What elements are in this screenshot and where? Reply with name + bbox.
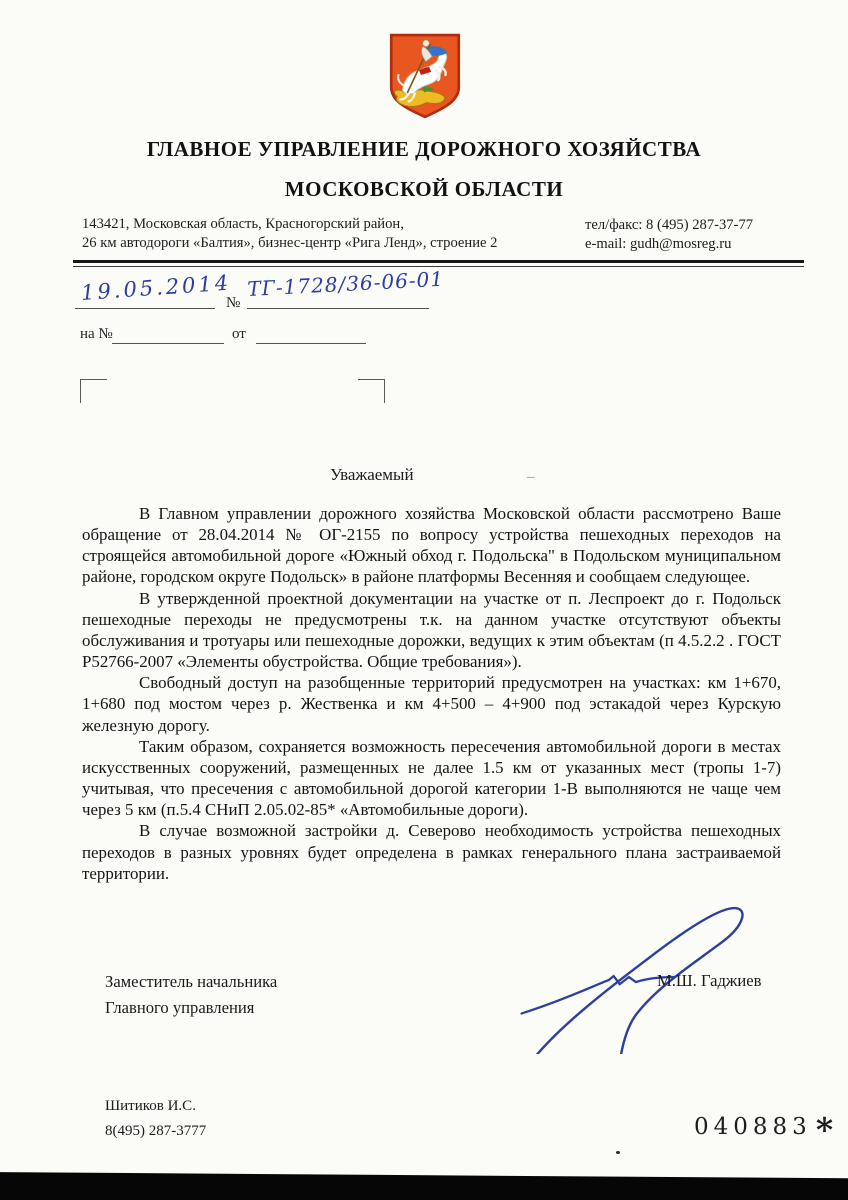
paragraph-5: В случае возможной застройки д. Северово необходимость устройства пешеходных переходов в разных уровнях будет определена в рамках генерального плана застраиваемой территории. — [82, 821, 781, 883]
paragraph-1: В Главном управлении дорожного хозяйства Московской области рассмотрено Ваше обращение от 28.04.2014 № ОГ-2155 по вопросу устройства пешеходных переходов на строящейся автомобильной дороге «Южный обход г. Подольска" в Подольском муниципальном районе, городском округе Подольск» в районе платформы Весенняя и сообщаем следующее. — [82, 504, 781, 587]
salutation: Уважаемый — [330, 465, 414, 484]
signer-position-line2: Главного управления — [105, 998, 255, 1017]
org-address-line1: 143421, Московская область, Красногорский район, — [82, 216, 404, 232]
number-underline — [247, 308, 429, 309]
number-sign-label: № — [226, 295, 241, 311]
reply-prefix-label: на № — [80, 326, 113, 342]
redacted-name-mark: – — [527, 469, 535, 485]
stamp-asterisk: * — [815, 1110, 834, 1149]
letter-body — [82, 503, 781, 884]
reply-number-blank — [112, 343, 224, 344]
signer-position-line1: Заместитель начальника — [105, 972, 278, 991]
handwritten-date: 19.05.2014 — [80, 270, 232, 305]
org-title-line2: МОСКОВСКОЙ ОБЛАСТИ — [284, 177, 564, 201]
registration-stamp-number — [694, 1110, 833, 1149]
paragraph-2: В утвержденной проектной документации на участке от п. Леспроект до г. Подольск пешеходные переходы не предусмотрены т.к. на данном участке отсутствуют объекты обслуживания и тротуары или пешеходные дорожки, ведущих к этим объектам (п 4.5.2.2 . ГОСТ Р52766-2007 «Элементы обустройства. Общие требования»). — [82, 588, 781, 672]
executor-name: Шитиков И.С. — [105, 1098, 196, 1114]
executor-phone: 8(495) 287-3777 — [105, 1123, 207, 1139]
org-address-line2: 26 км автодороги «Балтия», бизнес-центр «Рига Ленд», строение 2 — [82, 235, 498, 251]
signer-position — [105, 969, 277, 1021]
reply-date-blank — [256, 343, 366, 344]
signer-name: М.Ш. Гаджиев — [657, 971, 762, 990]
org-title — [0, 129, 848, 209]
reply-from-label: от — [232, 326, 246, 342]
executor-block — [105, 1094, 206, 1144]
paragraph-3: Свободный доступ на разобщенные территорий предусмотрен на участках: км 1+670, 1+680 под мостом через р. Жественка и км 4+500 – 4+900 под эстакадой через Курскую железную дорогу. — [82, 673, 781, 735]
stamp-digits: 040883 — [694, 1114, 812, 1140]
reply-reference-row — [0, 326, 848, 348]
paragraph-4: Таким образом, сохраняется возможность пересечения автомобильной дороги в местах искусственных сооружений, размещенных не далее 1.5 км от указанных мест (тропы 1-7) учитывая, что пресечения с автомобильной дорогой категории 1-В выполняются не чаще чем через 5 км (п.5.4 СНиП 2.05.02-85* «Автомобильные дороги). — [82, 736, 781, 820]
address-corner-left — [80, 379, 107, 403]
address-corner-right — [358, 379, 385, 403]
org-email: e-mail: gudh@mosreg.ru — [585, 236, 732, 252]
moscow-oblast-coat-of-arms-icon — [388, 32, 462, 120]
org-phone: тел/факс: 8 (495) 287-37-77 — [585, 217, 754, 233]
org-title-line1: ГЛАВНОЕ УПРАВЛЕНИЕ ДОРОЖНОГО ХОЗЯЙСТВА — [146, 137, 702, 161]
org-address — [82, 215, 497, 253]
date-underline — [75, 308, 215, 309]
scan-edge-bar — [0, 1169, 848, 1200]
org-contacts — [585, 216, 753, 254]
handwritten-outgoing-number: ТГ-1728/36-06-01 — [246, 266, 445, 301]
scan-speck — [616, 1151, 620, 1154]
